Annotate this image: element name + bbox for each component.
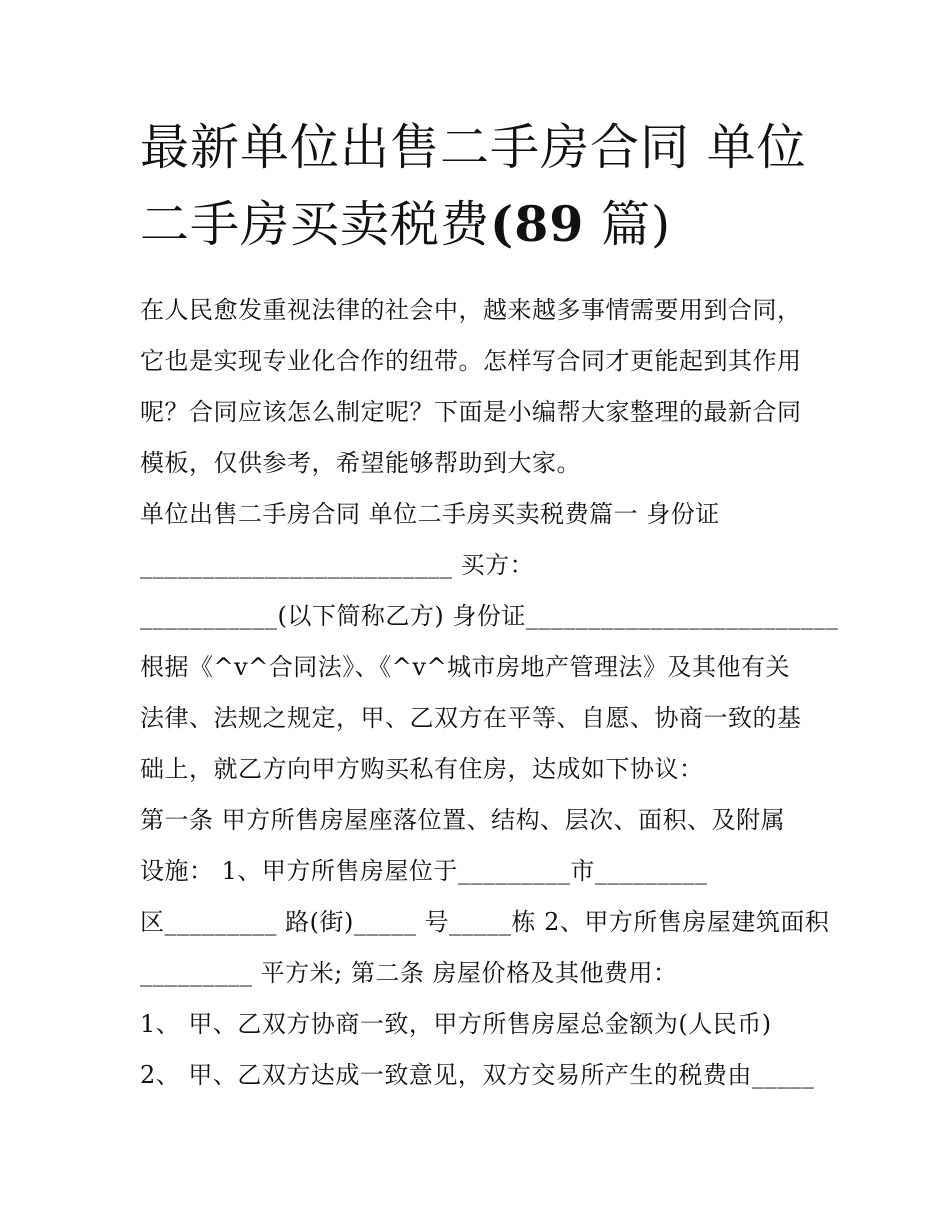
document-page: [140, 110, 839, 1101]
body-line: 第一条 甲方所售房屋座落位置、结构、层次、面积、及附属: [140, 806, 786, 834]
document-body: [140, 285, 839, 1101]
title-count-suffix: 篇): [584, 196, 672, 253]
body-line: 设施： 1、甲方所售房屋位于_________市_________: [140, 857, 708, 885]
body-line: 根据《^v^合同法》、《^v^城市房地产管理法》及其他有关: [140, 653, 791, 681]
body-line: _________________________ 买方：: [140, 551, 535, 579]
body-line: 1、 甲、乙双方协商一致，甲方所售房屋总金额为(人民币): [140, 1010, 772, 1038]
title-line-2: [140, 186, 820, 263]
body-line: _________ 平方米; 第二条 房屋价格及其他费用：: [140, 959, 678, 987]
body-line: 法律、法规之规定，甲、乙双方在平等、自愿、协商一致的基: [140, 704, 802, 732]
title-count: (89: [490, 195, 585, 253]
body-line: 呢？合同应该怎么制定呢？下面是小编帮大家整理的最新合同: [140, 398, 802, 426]
body-line: 区_________ 路(街)_____ 号_____栋 2、甲方所售房屋建筑面积: [140, 908, 830, 936]
body-line: 础上，就乙方向甲方购买私有住房，达成如下协议：: [140, 755, 704, 783]
body-line: 单位出售二手房合同 单位二手房买卖税费篇一 身份证: [140, 500, 720, 528]
body-line: 2、 甲、乙双方达成一致意见，双方交易所产生的税费由_____: [140, 1061, 815, 1089]
title-line-1: 最新单位出售二手房合同 单位: [140, 119, 807, 176]
body-line: 模板，仅供参考，希望能够帮助到大家。: [140, 449, 581, 477]
body-line: ___________(以下简称乙方) 身份证_________________________: [140, 602, 839, 630]
body-line: 它也是实现专业化合作的纽带。怎样写合同才更能起到其作用: [140, 347, 802, 375]
document-title: [140, 110, 820, 263]
title-line-2-text: 二手房买卖税费: [140, 196, 491, 253]
body-line: 在人民愈发重视法律的社会中，越来越多事情需要用到合同，: [140, 296, 802, 324]
